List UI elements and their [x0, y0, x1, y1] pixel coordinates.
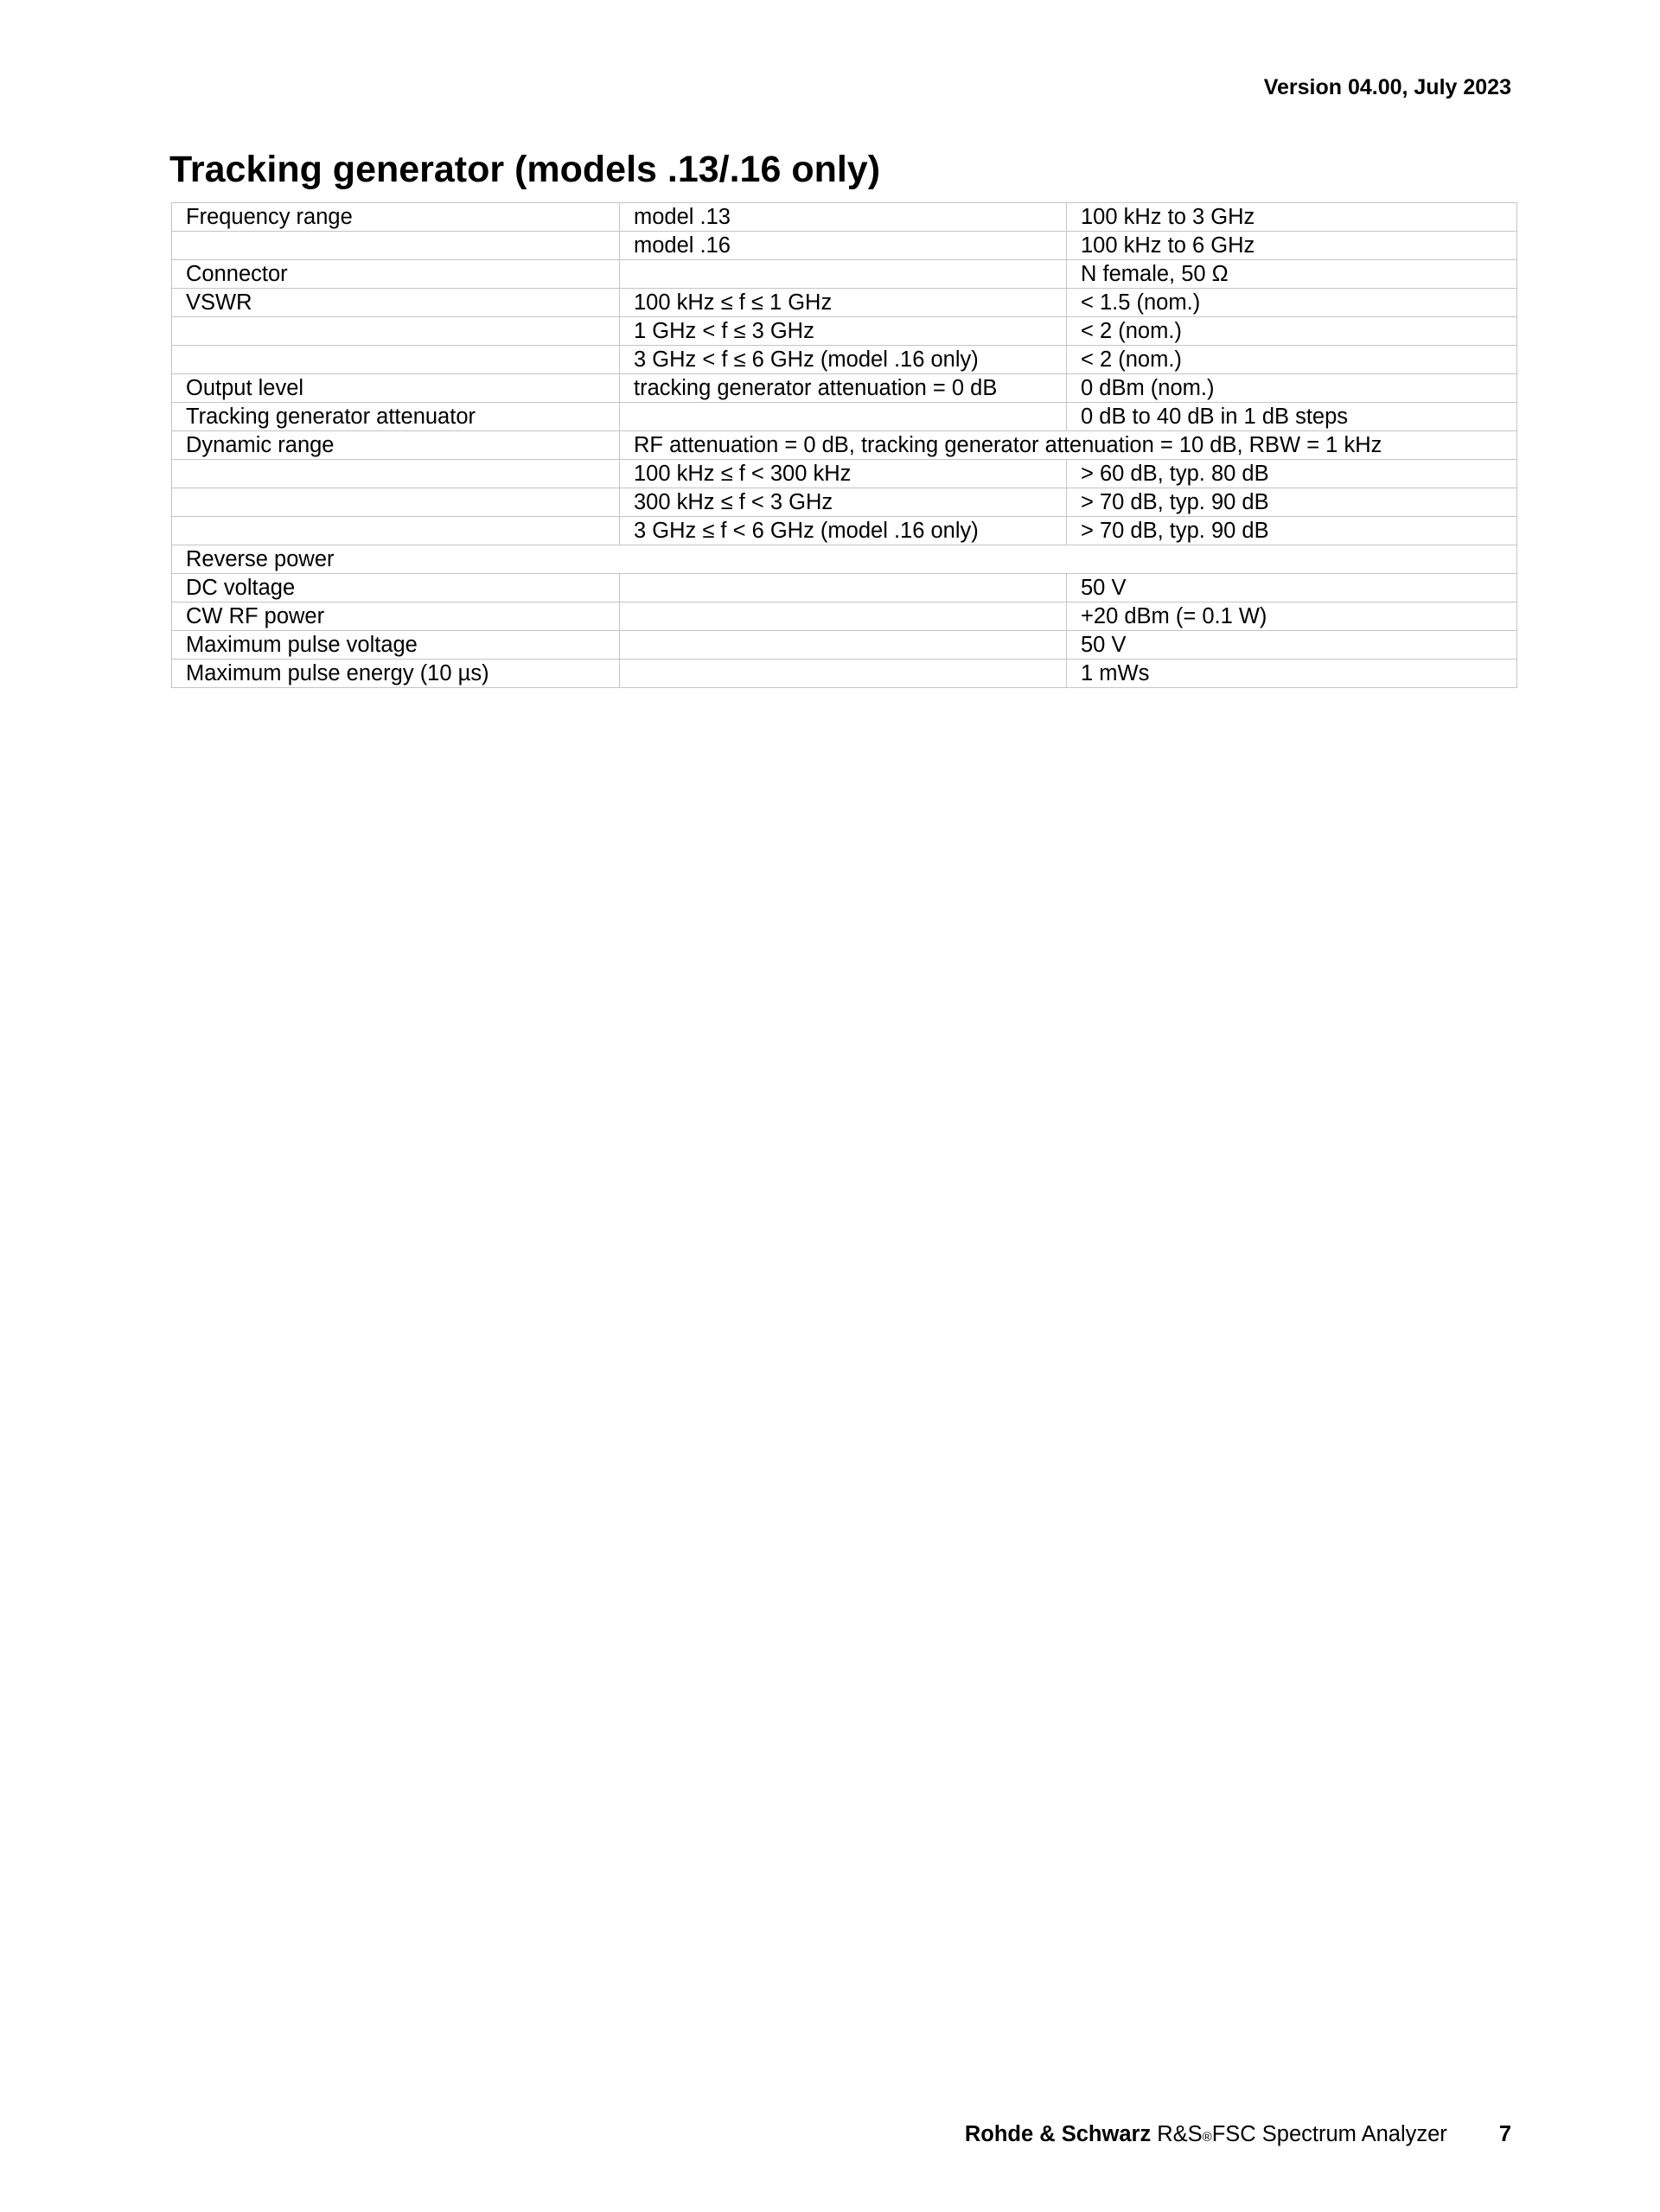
page-footer: [965, 2121, 1511, 2151]
condition-cell: [620, 660, 1067, 688]
param-label: Maximum pulse energy (10 µs): [172, 660, 620, 688]
param-label: Output level: [172, 374, 620, 403]
param-label: [172, 460, 620, 488]
param-label: [172, 317, 620, 346]
param-label: CW RF power: [172, 602, 620, 631]
footer-company: Rohde & Schwarz: [964, 2122, 1152, 2146]
footer-product: FSC Spectrum Analyzer: [1211, 2122, 1447, 2146]
value-cell: < 1.5 (nom.): [1067, 289, 1517, 317]
table-row: [172, 460, 1517, 488]
value-cell: 50 V: [1067, 574, 1517, 602]
param-label: Frequency range: [172, 203, 620, 232]
table-row: [172, 431, 1517, 460]
condition-cell: [620, 602, 1067, 631]
table-row: [172, 631, 1517, 660]
value-cell: < 2 (nom.): [1067, 317, 1517, 346]
value-cell: 1 mWs: [1067, 660, 1517, 688]
table-row: [172, 374, 1517, 403]
footer-brand: R&S: [1157, 2122, 1203, 2146]
param-label: Connector: [172, 260, 620, 289]
condition-cell: 3 GHz ≤ f < 6 GHz (model .16 only): [620, 517, 1067, 545]
value-cell: N female, 50 Ω: [1067, 260, 1517, 289]
table-row: [172, 260, 1517, 289]
value-cell: > 70 dB, typ. 90 dB: [1067, 488, 1517, 517]
value-cell: 0 dBm (nom.): [1067, 374, 1517, 403]
condition-cell: [620, 631, 1067, 660]
condition-cell: 100 kHz ≤ f ≤ 1 GHz: [620, 289, 1067, 317]
condition-cell: tracking generator attenuation = 0 dB: [620, 374, 1067, 403]
table-row: [172, 403, 1517, 431]
condition-cell: [620, 260, 1067, 289]
section-title: Tracking generator (models .13/.16 only): [169, 149, 881, 190]
condition-cell: 3 GHz < f ≤ 6 GHz (model .16 only): [620, 346, 1067, 374]
document-version: Version 04.00, July 2023: [1263, 75, 1511, 99]
value-cell: +20 dBm (= 0.1 W): [1067, 602, 1517, 631]
condition-cell: RF attenuation = 0 dB, tracking generator attenuation = 10 dB, RBW = 1 kHz: [620, 431, 1517, 460]
param-label: [172, 517, 620, 545]
table-row: [172, 517, 1517, 545]
value-cell: > 70 dB, typ. 90 dB: [1067, 517, 1517, 545]
value-cell: 50 V: [1067, 631, 1517, 660]
table-row: [172, 317, 1517, 346]
table-row: [172, 346, 1517, 374]
table-row: [172, 574, 1517, 602]
table-row: [172, 545, 1517, 574]
table-row: [172, 602, 1517, 631]
value-cell: 100 kHz to 3 GHz: [1067, 203, 1517, 232]
spec-table: [171, 202, 1517, 688]
param-label: Dynamic range: [172, 431, 620, 460]
condition-cell: 300 kHz ≤ f < 3 GHz: [620, 488, 1067, 517]
param-label: VSWR: [172, 289, 620, 317]
table-row: [172, 289, 1517, 317]
value-cell: 100 kHz to 6 GHz: [1067, 232, 1517, 260]
param-label: [172, 346, 620, 374]
table-row: [172, 660, 1517, 688]
condition-cell: 1 GHz < f ≤ 3 GHz: [620, 317, 1067, 346]
value-cell: 0 dB to 40 dB in 1 dB steps: [1067, 403, 1517, 431]
condition-cell: model .16: [620, 232, 1067, 260]
param-label: Reverse power: [172, 545, 1517, 574]
table-row: [172, 203, 1517, 232]
table-row: [172, 488, 1517, 517]
table-row: [172, 232, 1517, 260]
param-label: Tracking generator attenuator: [172, 403, 620, 431]
param-label: [172, 488, 620, 517]
condition-cell: [620, 403, 1067, 431]
condition-cell: 100 kHz ≤ f < 300 kHz: [620, 460, 1067, 488]
param-label: [172, 232, 620, 260]
condition-cell: [620, 574, 1067, 602]
page-number: 7: [1498, 2122, 1511, 2146]
value-cell: > 60 dB, typ. 80 dB: [1067, 460, 1517, 488]
param-label: Maximum pulse voltage: [172, 631, 620, 660]
param-label: DC voltage: [172, 574, 620, 602]
condition-cell: model .13: [620, 203, 1067, 232]
value-cell: < 2 (nom.): [1067, 346, 1517, 374]
registered-mark: ®: [1202, 2130, 1212, 2145]
